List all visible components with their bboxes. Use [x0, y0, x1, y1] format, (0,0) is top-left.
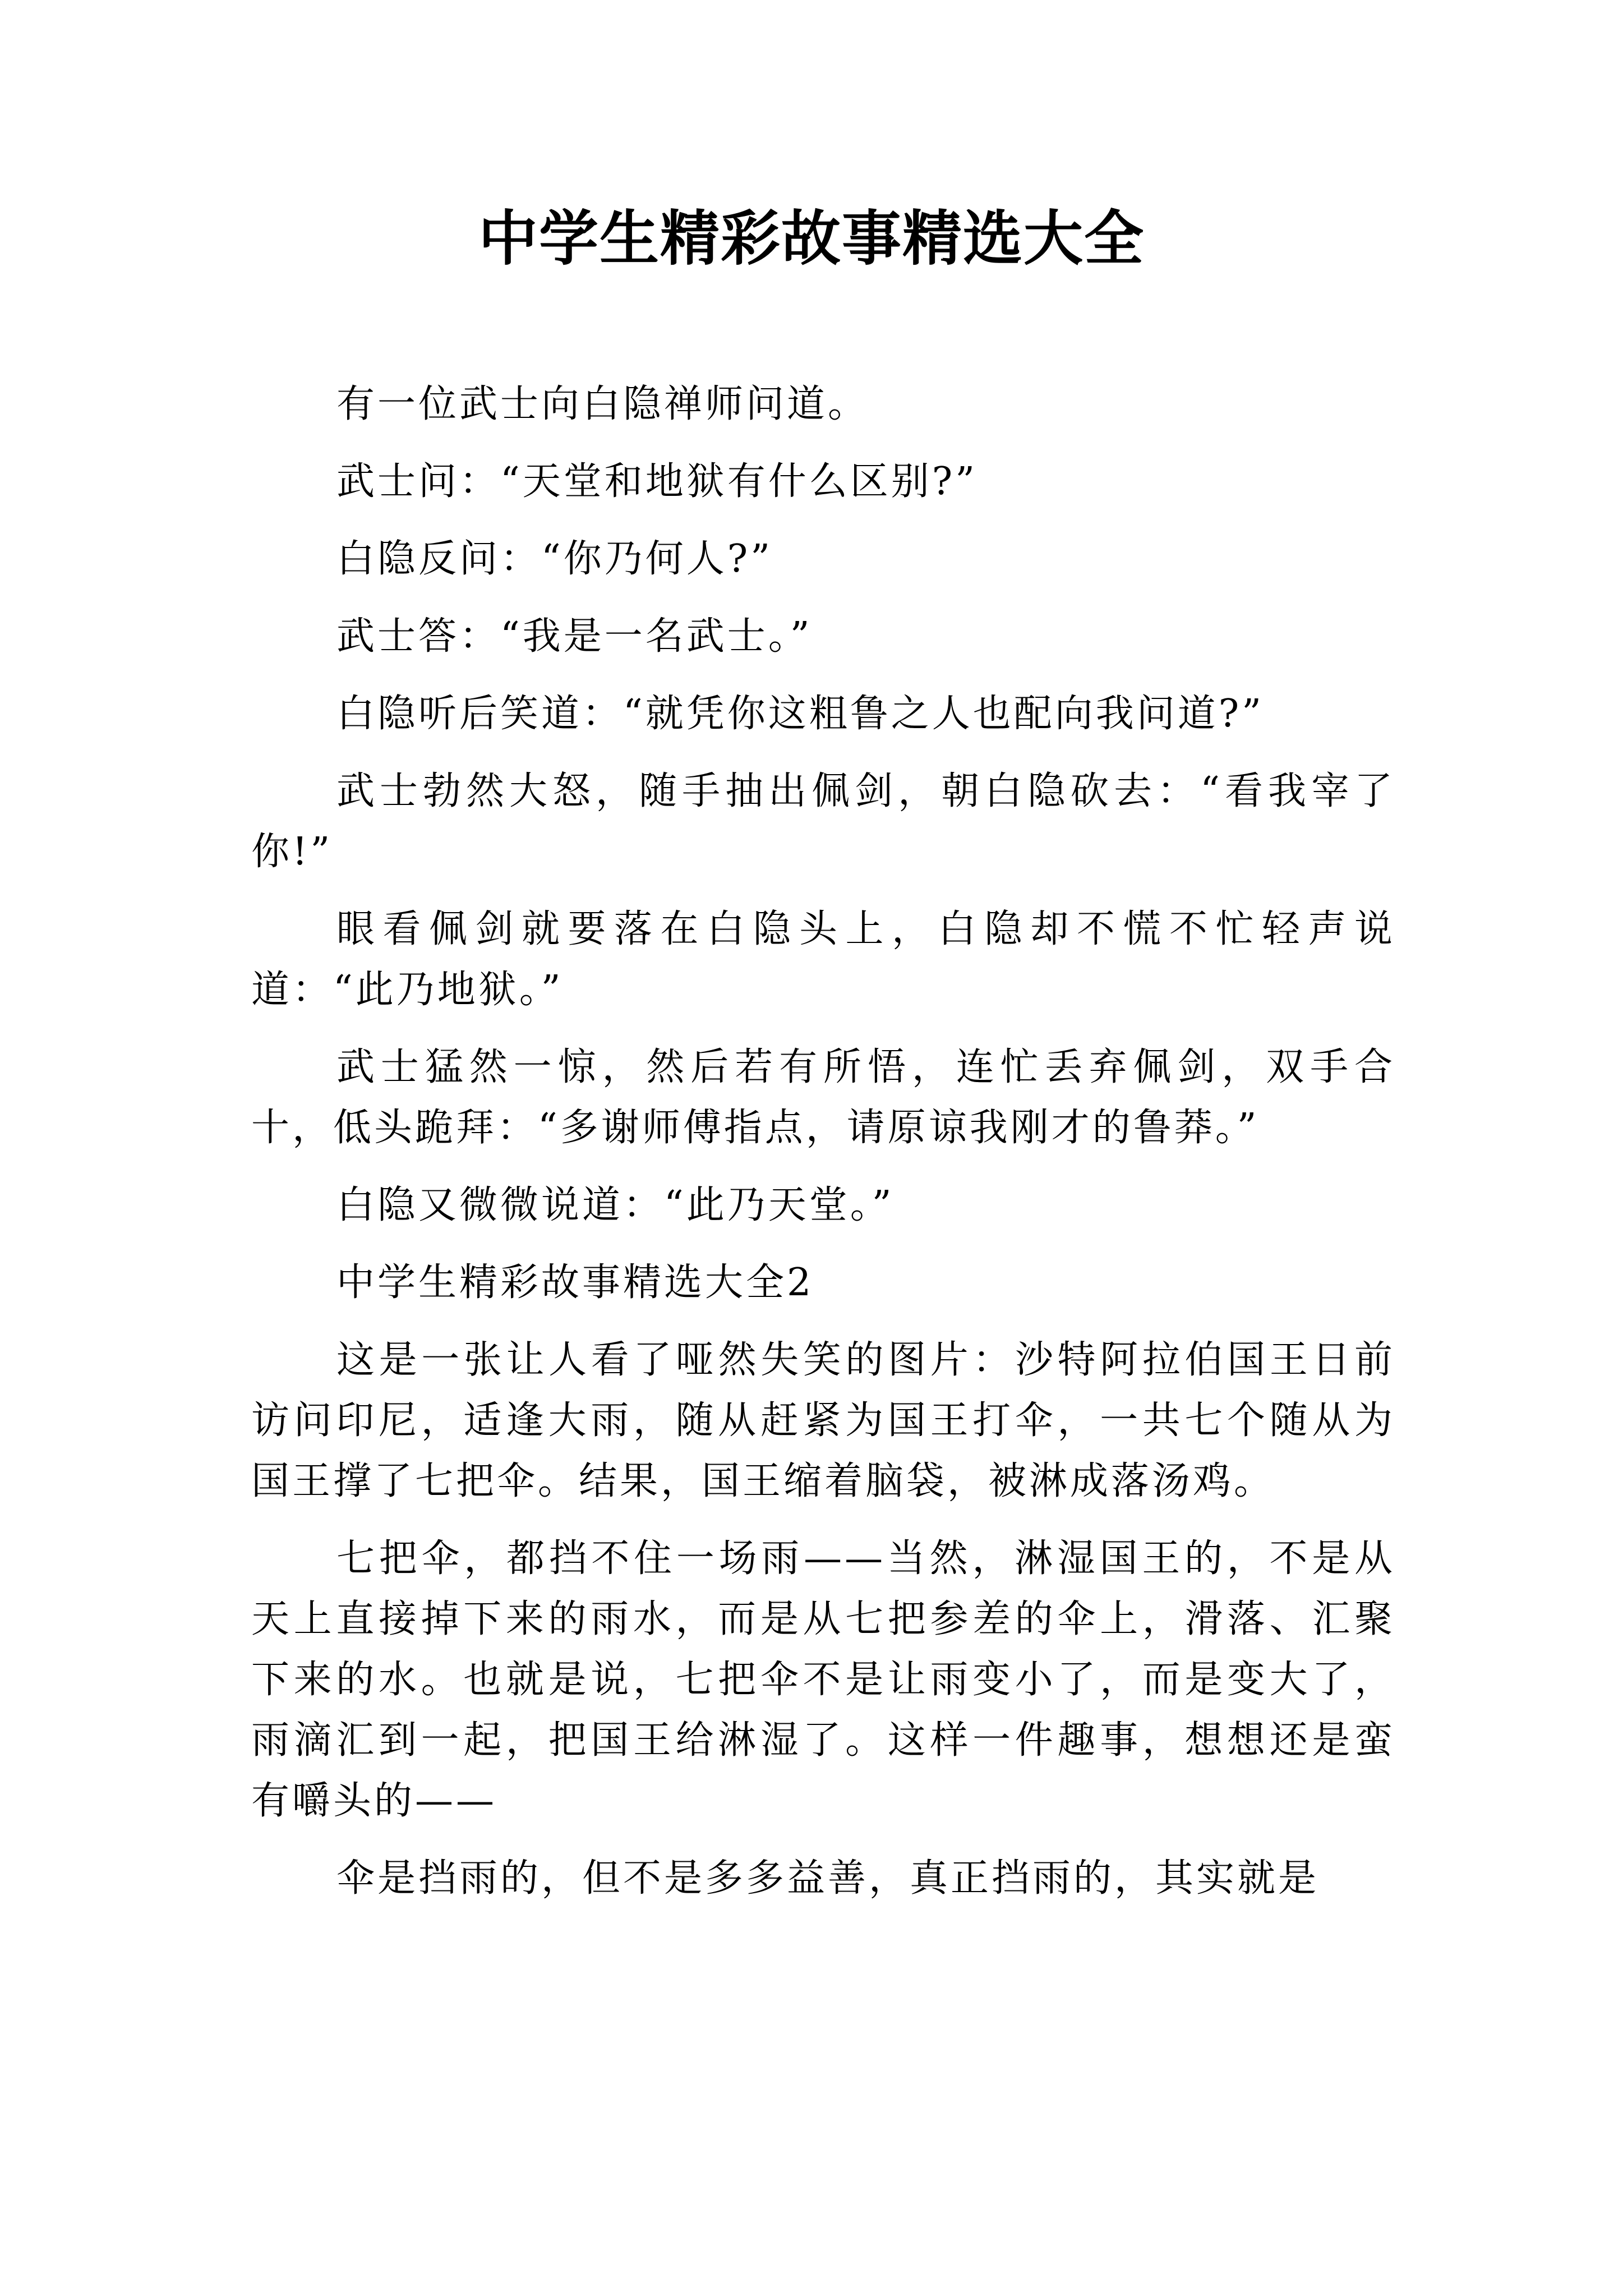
document-body: [251, 374, 1395, 1926]
paragraph: 武士答：“我是一名武士。”: [336, 614, 813, 659]
paragraph: 这是一张让人看了哑然失笑的图片：沙特阿拉伯国王日前访问印尼，适逢大雨，随从赶紧为国王打伞，一共七个随从为国王撑了七把伞。结果，国王缩着脑袋，被淋成落汤鸡。: [251, 1338, 1395, 1503]
paragraph: 白隐听后笑道：“就凭你这粗鲁之人也配向我问道?”: [336, 692, 1264, 736]
paragraph: 武士勃然大怒，随手抽出佩剑，朝白隐砍去：“看我宰了你!”: [251, 769, 1395, 874]
paragraph: 眼看佩剑就要落在白隐头上，白隐却不慌不忙轻声说道：“此乃地狱。”: [251, 907, 1395, 1012]
paragraph: 白隐反问：“你乃何人?”: [336, 537, 773, 581]
paragraph: 武士猛然一惊，然后若有所悟，连忙丢弃佩剑，双手合十，低头跪拜：“多谢师傅指点，请原谅我刚才的鲁莽。”: [251, 1045, 1395, 1150]
paragraph: 伞是挡雨的，但不是多多益善，真正挡雨的，其实就是: [336, 1856, 1320, 1901]
paragraph: 七把伞，都挡不住一场雨——当然，淋湿国王的，不是从天上直接掉下来的雨水，而是从七把参差的伞上，滑落、汇聚下来的水。也就是说，七把伞不是让雨变小了，而是变大了，雨滴汇到一起，把国王给淋湿了。这样一件趣事，想想还是蛮有嚼头的——: [251, 1536, 1395, 1823]
paragraph: 有一位武士向白隐禅师问道。: [336, 382, 869, 426]
paragraph: 武士问：“天堂和地狱有什么区别?”: [336, 459, 978, 504]
paragraph: 白隐又微微说道：“此乃天堂。”: [336, 1183, 895, 1227]
section-heading: 中学生精彩故事精选大全2: [336, 1260, 814, 1305]
document-title: 中学生精彩故事精选大全: [478, 203, 1145, 273]
